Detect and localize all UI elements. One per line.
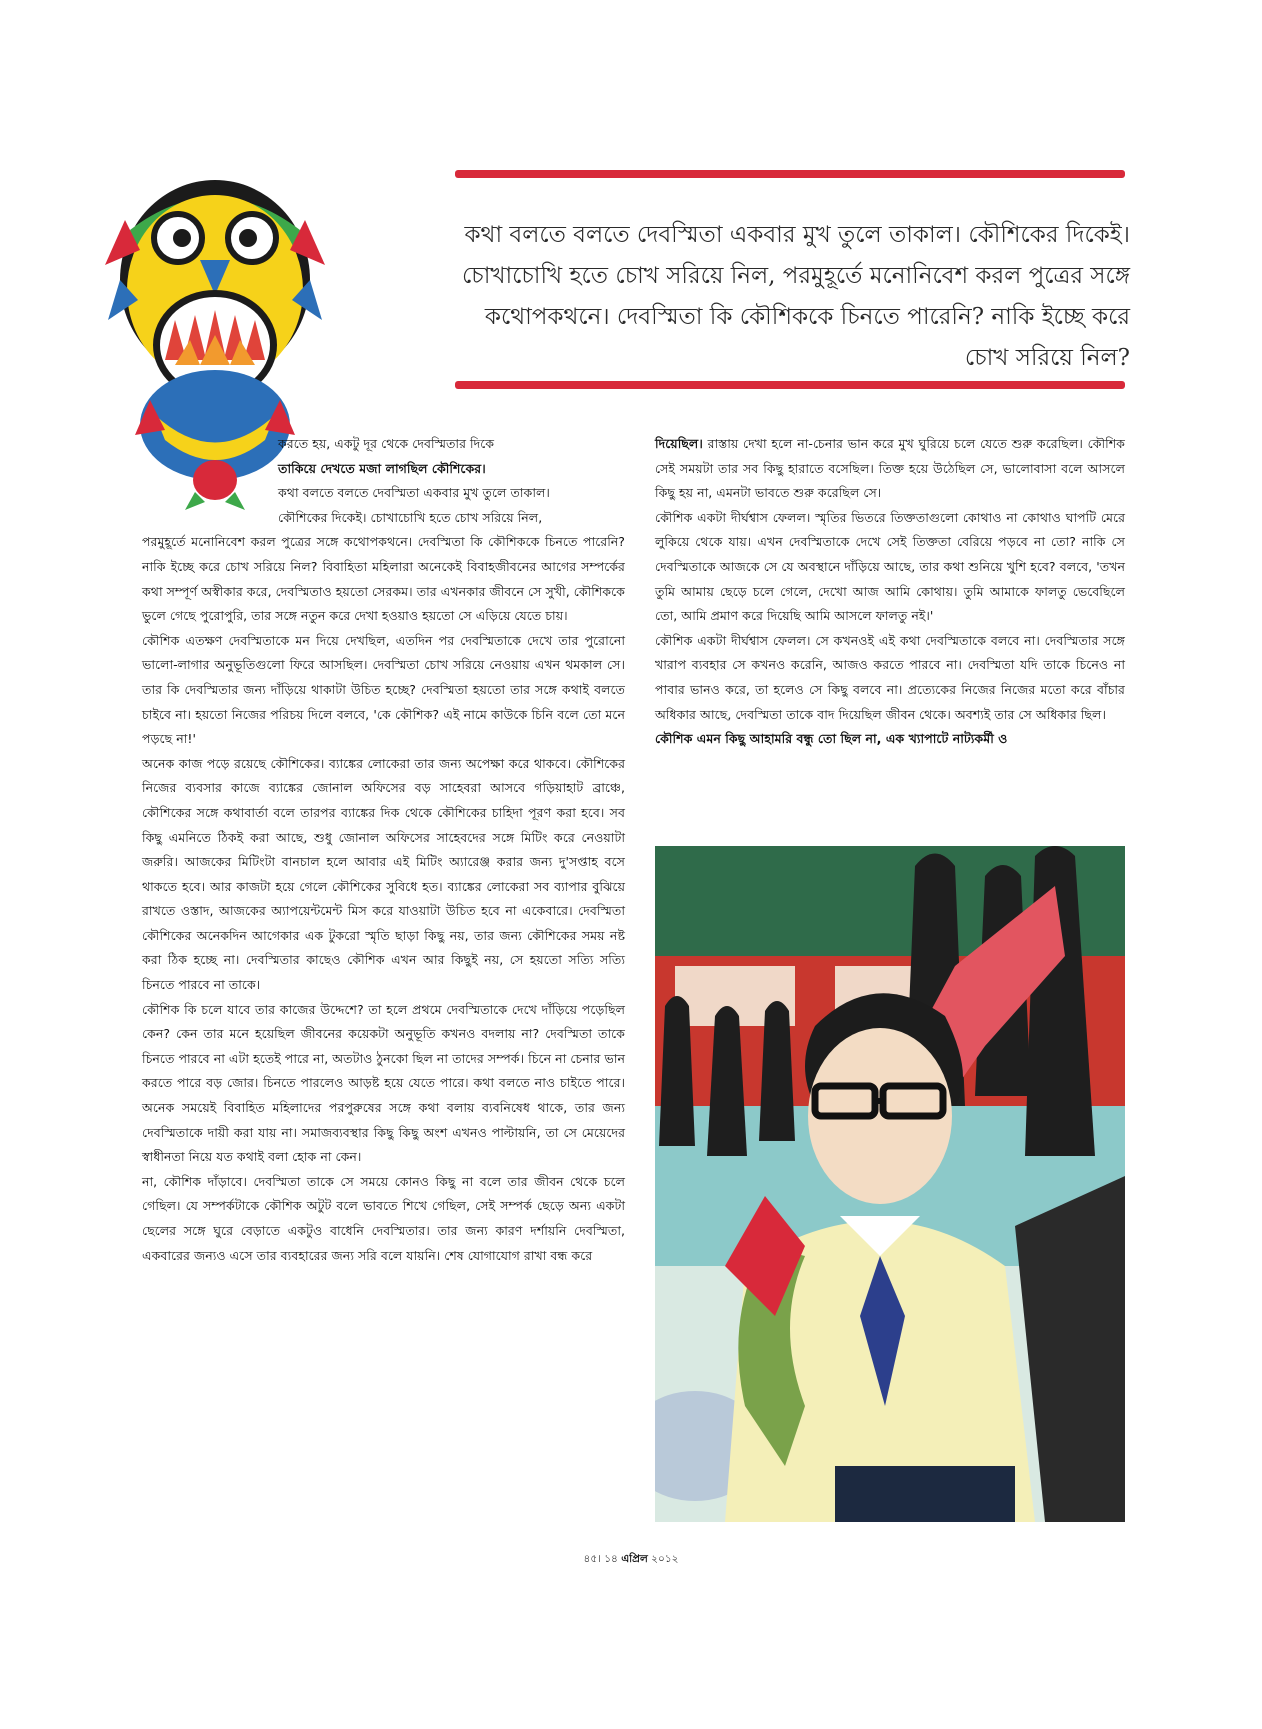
folio-year: ২০১২ [647,1553,679,1565]
paragraph: কৌশিক একটা দীর্ঘশ্বাস ফেলল। সে কখনওই এই কথা দেবস্মিতাকে বলবে না। দেবস্মিতার সঙ্গে খারাপ ব্যবহার সে কখনও করেনি, আজও করতে পারবে না। দেবস্মিতা যদি তাকে চিনেও না পাবার ভানও করে, তা হলেও সে কিছু বলবে না। প্রত্যেকের নিজের নিজের মতো করে বাঁচার অধিকার আছে, দেবস্মিতা তাকে বাদ দিয়েছিল জীবন থেকে। অবশ্যই তার সে অধিকার ছিল। [655,632,1125,722]
intro-line: কথা বলতে বলতে দেবস্মিতা একবার মুখ তুলে তাকাল। [278,485,550,501]
pull-quote: কথা বলতে বলতে দেবস্মিতা একবার মুখ তুলে তাকাল। কৌশিকের দিকেই। চোখাচোখি হতে চোখ সরিয়ে নিল, পরমুহূর্তে মনোনিবেশ করল পুত্রের সঙ্গে কথোপকথনে। দেবস্মিতা কি কৌশিককে চিনতে পারেনি? নাকি ইচ্ছে করে চোখ সরিয়ে নিল? [461,222,1130,371]
intro-line: করতে হয়, একটু দূর থেকে দেবস্মিতার দিকে [278,436,495,451]
paragraph-lead: দিয়েছিল। [655,436,703,451]
right-text-column [655,432,1125,752]
paragraph: পরমুহূর্তে মনোনিবেশ করল পুত্রের সঙ্গে কথোপকথনে। দেবস্মিতা কি কৌশিককে চিনতে পারেনি? নাকি ইচ্ছে করে চোখ সরিয়ে নিল? বিবাহিতা মহিলারা অনেকেই বিবাহজীবনের আগের সম্পর্কের কথা সম্পূর্ণ অস্বীকার করে, দেবস্মিতাও হয়তো সেরকম। তার এখনকার জীবনে সে সুখী, কৌশিককে ভুলে গেছে পুরোপুরি, তার সঙ্গে নতুন করে দেখা হওয়াও হয়তো সে এড়িয়ে যেতে চায়। [142,534,625,624]
paragraph [655,432,1125,506]
paragraph: কৌশিক এমন কিছু আহামরি বন্ধু তো ছিল না, এক খ্যাপাটে নাট্যকর্মী ও [655,731,1008,747]
left-text-column [142,432,625,1268]
folio-brand: এপ্রিল [621,1553,648,1565]
paragraph: কৌশিক এতক্ষণ দেবস্মিতাকে মন দিয়ে দেখছিল, এতদিন পর দেবস্মিতাকে দেখে তার পুরোনো ভালো-লাগার অনুভূতিগুলো ফিরে আসছিল। দেবস্মিতা চোখ সরিয়ে নেওয়ায় এখন থমকাল সে। তার কি দেবস্মিতার জন্য দাঁড়িয়ে থাকাটা উচিত হচ্ছে? দেবস্মিতা হয়তো তার সঙ্গে কথাই বলতে চাইবে না। হয়তো নিজের পরিচয় দিলে বলবে, 'কে কৌশিক? এই নামে কাউকে চিনি বলে তো মনে পড়ছে না!' [142,632,625,747]
intro-line: কৌশিকের দিকেই। চোখাচোখি হতে চোখ সরিয়ে নিল, [278,509,543,525]
left-column-intro [210,432,625,530]
story-illustration [655,846,1125,1522]
intro-line: তাকিয়ে দেখতে মজা লাগছিল কৌশিকের। [278,460,486,476]
paragraph: না, কৌশিক দাঁড়াবে। দেবস্মিতা তাকে সে সময়ে কোনও কিছু না বলে তার জীবন থেকে চলে গেছিল। যে সম্পর্কটাকে কৌশিক অটুট বলে ভাবতে শিখে গেছিল, সেই সম্পর্ক ছেড়ে অন্য একটা ছেলের সঙ্গে ঘুরে বেড়াতে একটুও বাধেনি দেবস্মিতার। তার জন্য কারণ দর্শায়নি দেবস্মিতা, একবারের জন্যও এসে তার ব্যবহারের জন্য সরি বলে যায়নি। শেষ যোগাযোগ রাখা বন্ধ করে [142,1173,625,1263]
bottom-red-rule [455,381,1125,389]
paragraph-body: রাস্তায় দেখা হলে না-চেনার ভান করে মুখ ঘুরিয়ে চলে যেতে শুরু করেছিল। কৌশিক সেই সময়টা তার সব কিছু হারাতে বসেছিল। তিক্ত হয়ে উঠেছিল সে, ভালোবাসা বলে আসলে কিছু হয় না, এমনটা ভাবতে শুরু করেছিল সে। [655,436,1125,501]
page-folio [0,1552,1262,1569]
paragraph: কৌশিক একটা দীর্ঘশ্বাস ফেলল। স্মৃতির ভিতরে তিক্ততাগুলো কোথাও না কোথাও ঘাপটি মেরে লুকিয়ে থেকে যায়। এখন দেবস্মিতাকে দেখে সেই তিক্ততা বেরিয়ে পড়বে না তো? নাকি সে দেবস্মিতাকে আজকে সে যে অবস্থানে দাঁড়িয়ে আছে, তার কথা শুনিয়ে খুশি হবে? বলবে, 'তখন তুমি আমায় ছেড়ে চলে গেলে, দেখো আজ আমি কোথায়। তুমি আমাকে ফালতু ভেবেছিলে তো, আমি প্রমাণ করে দিয়েছি আমি আসলে ফালতু নই।' [655,509,1125,624]
folio-prefix: ৪৫। ১৪ [583,1553,622,1565]
top-red-rule [455,170,1125,178]
paragraph: কৌশিক কি চলে যাবে তার কাজের উদ্দেশে? তা হলে প্রথমে দেবস্মিতাকে দেখে দাঁড়িয়ে পড়েছিল কেন? কেন তার মনে হয়েছিল জীবনের কয়েকটা অনুভূতি কখনও বদলায় না? দেবস্মিতা তাকে চিনতে পারবে না এটা হতেই পারে না, অতটাও ঠুনকো ছিল না তাদের সম্পর্ক। চিনে না চেনার ভান করতে পারে বড় জোর। চিনতে পারলেও আড়ষ্ট হয়ে যেতে পারে। কথা বলতে নাও চাইতে পারে। অনেক সময়েই বিবাহিত মহিলাদের পরপুরুষের সঙ্গে কথা বলায় ব্যবনিষেধ থাকে, তার জন্য দেবস্মিতাকে দায়ী করা যায় না। সমাজব্যবস্থার কিছু কিছু অংশ এখনও পাল্টায়নি, তা সে মেয়েদের স্বাধীনতা নিয়ে যত কথাই বলা হোক না কেন। [142,1001,625,1165]
paragraph: অনেক কাজ পড়ে রয়েছে কৌশিকের। ব্যাঙ্কের লোকেরা তার জন্য অপেক্ষা করে থাকবে। কৌশিকের নিজের ব্যবসার কাজে ব্যাঙ্কের জোনাল অফিসের বড় সাহেবরা আসবে গড়িয়াহাট ব্রাঞ্চে, কৌশিকের সঙ্গে কথাবার্তা বলে তারপর ব্যাঙ্কের দিক থেকে কৌশিকের চাহিদা পূরণ করা হবে। সব কিছু এমনিতে ঠিকই করা আছে, শুধু জোনাল অফিসের সাহেবদের সঙ্গে মিটিং করে নেওয়াটা জরুরি। আজকের মিটিংটা বানচাল হলে আবার এই মিটিং অ্যারেঞ্জ করার জন্য দু'সপ্তাহ বসে থাকতে হবে। আর কাজটা হয়ে গেলে কৌশিকের সুবিধে হত। ব্যাঙ্কের লোকেরা সব ব্যাপার বুঝিয়ে রাখতে ওস্তাদ, আজকের অ্যাপয়েন্টমেন্ট মিস করে যাওয়াটা উচিত হবে না একেবারে। দেবস্মিতা কৌশিকের অনেকদিন আগেকার এক টুকরো স্মৃতি ছাড়া কিছু নয়, তার জন্য কৌশিকের সময় নষ্ট করা ঠিক হচ্ছে না। দেবস্মিতার কাছেও কৌশিক এখন আর কিছুই নয়, সে হয়তো সত্যি সত্যি চিনতে পারবে না তাকে। [142,755,625,993]
